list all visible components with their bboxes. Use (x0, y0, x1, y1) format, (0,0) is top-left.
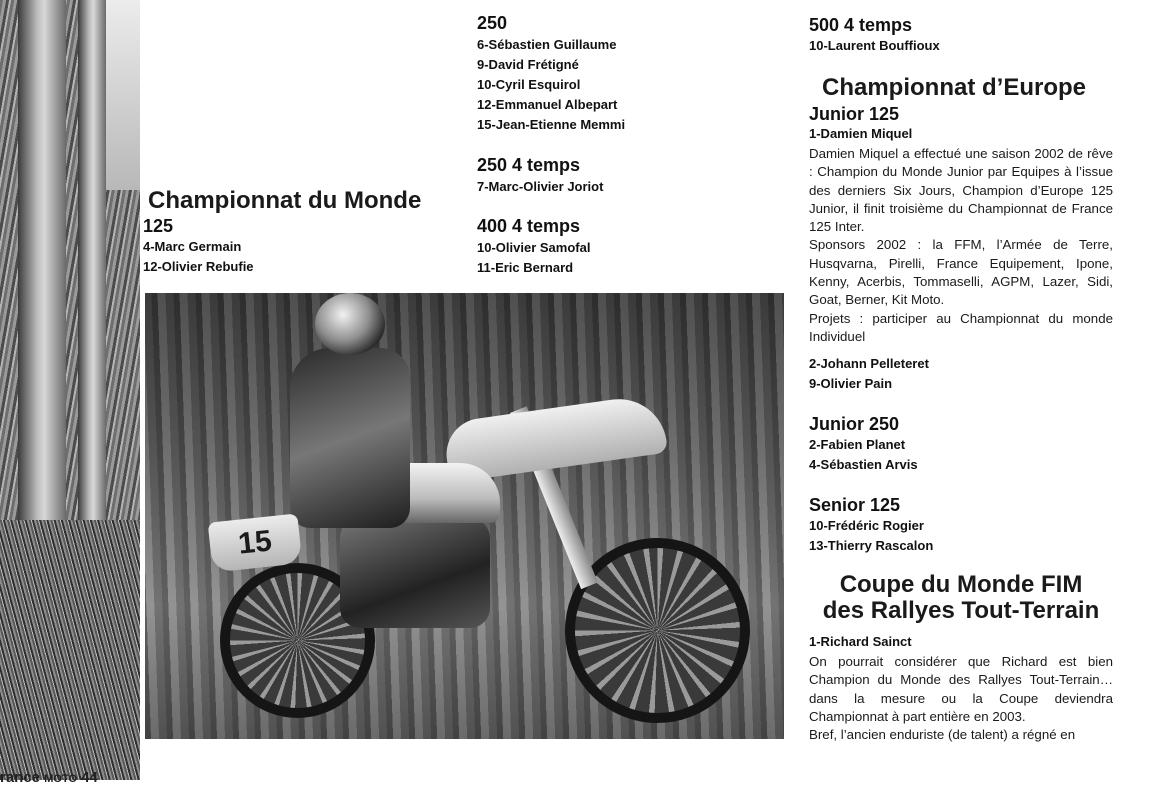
category-senior-125: Senior 125 (809, 495, 901, 515)
tree-trunk (78, 0, 106, 520)
list-item: 11-Eric Bernard (477, 260, 574, 275)
list-item: 10-Olivier Samofal (477, 240, 591, 255)
paragraph-line: On pourrait considérer que Richard est bien Champion du Monde des Rallyes Tout-Terrain… dans la mesure ou la Coupe deviendra Championnat à part entière en 2003. (809, 654, 1113, 724)
category-junior-125: Junior 125 (809, 104, 900, 124)
coupe-paragraph (809, 653, 1113, 744)
list-item: 2-Fabien Planet (809, 437, 906, 452)
list-item: 9-David Frétigné (477, 57, 579, 72)
results-list-500-4-temps (809, 36, 940, 56)
coupe-winner: 1-Richard Sainct (809, 634, 912, 649)
category-250-4-temps: 250 4 temps (477, 155, 581, 175)
list-item: 6-Sébastien Guillaume (477, 37, 617, 52)
magazine-name-sc: MOTO (44, 773, 77, 785)
front-wheel (565, 538, 750, 723)
championnat-du-monde-heading: Championnat du Monde (148, 187, 422, 214)
heading-line: Coupe du Monde FIM (839, 571, 1083, 598)
results-list-junior-250 (809, 435, 918, 475)
category-250: 250 (477, 13, 508, 33)
category-junior-250: Junior 250 (809, 414, 900, 434)
engine-block (340, 518, 490, 628)
list-item: 13-Thierry Rascalon (809, 538, 934, 553)
coupe-du-monde-heading (809, 572, 1113, 624)
page-number: 44 (81, 769, 98, 786)
paragraph-line: Damien Miquel a effectué une saison 2002 de rêve : Champion du Monde Junior par Equipes à l’issue des derniers Six Jours, Champion d’Europe 125 Junior, il finit troisième du Championnat de France 125 Inter. (809, 146, 1113, 235)
results-list-senior-125 (809, 516, 933, 556)
number-plate: 15 (208, 513, 303, 572)
category-125: 125 (143, 216, 174, 236)
championnat-d-europe-heading: Championnat d’Europe (822, 74, 1086, 101)
enduro-rider-photo (145, 293, 784, 739)
list-item: 15-Jean-Etienne Memmi (477, 117, 626, 132)
list-item: 9-Olivier Pain (809, 376, 893, 391)
list-item: 7-Marc-Olivier Joriot (477, 179, 604, 194)
list-item: 10-Cyril Esquirol (477, 77, 581, 92)
list-item: 2-Johann Pelleteret (809, 356, 929, 371)
left-forest-photo (0, 0, 140, 780)
results-list-250-4-temps (477, 177, 603, 197)
paragraph-line: Sponsors 2002 : la FFM, l’Armée de Terre, Husqvarna, Pirelli, France Equipement, Ipone, Kenny, Acerbis, Tommaselli, AGPM, Lazer, Sidi, Goat, Berner, Kit Moto. (809, 237, 1113, 308)
list-item: 12-Emmanuel Albepart (477, 97, 618, 112)
results-list-junior-125-rest (809, 354, 929, 394)
list-item: 10-Frédéric Rogier (809, 518, 924, 533)
list-item: 4-Sébastien Arvis (809, 457, 918, 472)
page-footer (0, 769, 98, 786)
results-list-250 (477, 35, 625, 135)
results-list-400-4-temps (477, 238, 590, 278)
grass-foreground (0, 520, 140, 780)
tree-trunk (18, 0, 66, 560)
rider-body (290, 348, 410, 528)
results-list-125 (143, 237, 254, 277)
rider-helmet (315, 293, 385, 355)
list-item: 12-Olivier Rebufie (143, 259, 254, 274)
junior-125-paragraph (809, 145, 1113, 346)
heading-line: des Rallyes Tout-Terrain (822, 597, 1100, 624)
paragraph-line: Bref, l’ancien enduriste (de talent) a régné en (809, 727, 1076, 743)
junior-125-winner: 1-Damien Miquel (809, 126, 913, 141)
category-400-4-temps: 400 4 temps (477, 216, 581, 236)
list-item: 10-Laurent Bouffioux (809, 38, 940, 53)
list-item: 4-Marc Germain (143, 239, 242, 254)
magazine-name: rance (0, 769, 45, 786)
category-500-4-temps: 500 4 temps (809, 15, 913, 35)
paragraph-line: Projets : participer au Championnat du monde Individuel (809, 310, 1113, 344)
